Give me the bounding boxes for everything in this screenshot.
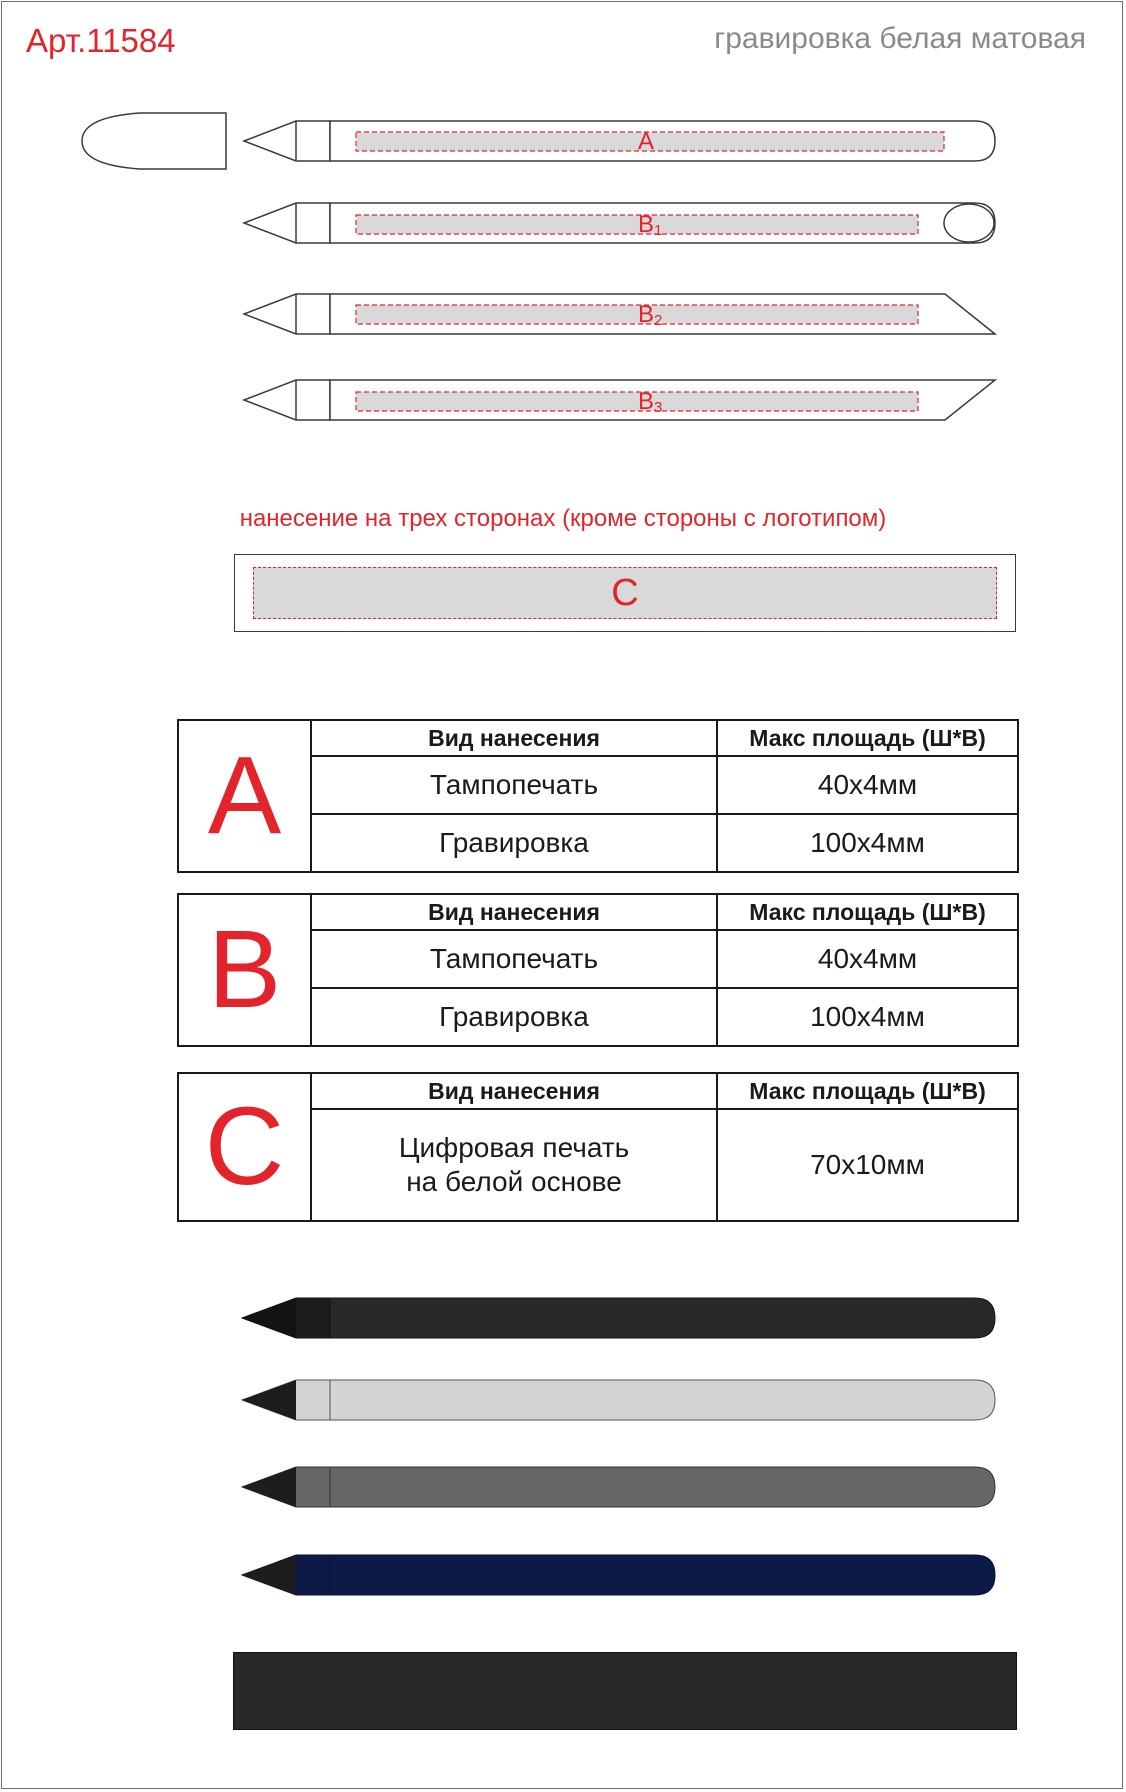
column-header-method: Вид нанесения (311, 894, 717, 930)
size-cell: 40x4мм (717, 930, 1018, 988)
print-area-c (253, 567, 997, 619)
size-cell: 100x4мм (717, 814, 1018, 872)
finish-type: гравировка белая матовая (714, 22, 1086, 55)
size-cell: 100x4мм (717, 988, 1018, 1046)
pen-top-view-a (244, 121, 995, 161)
spec-table-b (177, 893, 1019, 1047)
spec-table-c (177, 1072, 1019, 1222)
method-line-1: Цифровая печать (398, 1132, 630, 1164)
pen-variant-navy (242, 1555, 995, 1595)
pen-variant-light-gray (242, 1380, 995, 1420)
pen-cap (82, 113, 226, 169)
zone-label-b1: $B_1$ (638, 211, 663, 239)
method-cell (311, 1109, 717, 1221)
box-side-view (234, 554, 1016, 632)
pen-side-view-b1 (244, 203, 995, 243)
column-header-area: Макс площадь (Ш*В) (717, 1073, 1018, 1109)
article-number: Арт.11584 (26, 22, 176, 59)
column-header-area: Макс площадь (Ш*В) (717, 720, 1018, 756)
method-cell: Гравировка (311, 814, 717, 872)
method-cell: Тампопечать (311, 930, 717, 988)
table-letter: C (178, 1073, 311, 1221)
method-line-2: на белой основе (406, 1166, 622, 1197)
application-note: нанесение на трех сторонах (кроме стороны с логотипом) (239, 505, 887, 532)
print-area-b3 (356, 392, 918, 411)
pen-side-view-b3 (244, 380, 995, 420)
print-area-b2 (356, 305, 918, 324)
table-letter: B (178, 894, 311, 1046)
pen-variant-gray (242, 1467, 995, 1507)
print-area-b1 (356, 215, 918, 234)
column-header-method: Вид нанесения (311, 1073, 717, 1109)
size-cell: 40x4мм (717, 756, 1018, 814)
zone-label-a: A (638, 128, 655, 155)
zone-label-b3: $B_3$ (638, 388, 663, 416)
size-cell: 70x10мм (717, 1109, 1018, 1221)
column-header-method: Вид нанесения (311, 720, 717, 756)
box-color-swatch (233, 1652, 1017, 1730)
spec-table-a (177, 719, 1019, 873)
column-header-area: Макс площадь (Ш*В) (717, 894, 1018, 930)
method-cell: Тампопечать (311, 756, 717, 814)
zone-label-c: C (611, 571, 639, 614)
zone-label-b2: $B_2$ (638, 301, 663, 329)
pen-side-view-b2 (244, 294, 995, 334)
table-letter: A (178, 720, 311, 872)
pen-variant-black (242, 1298, 995, 1338)
method-cell: Гравировка (311, 988, 717, 1046)
